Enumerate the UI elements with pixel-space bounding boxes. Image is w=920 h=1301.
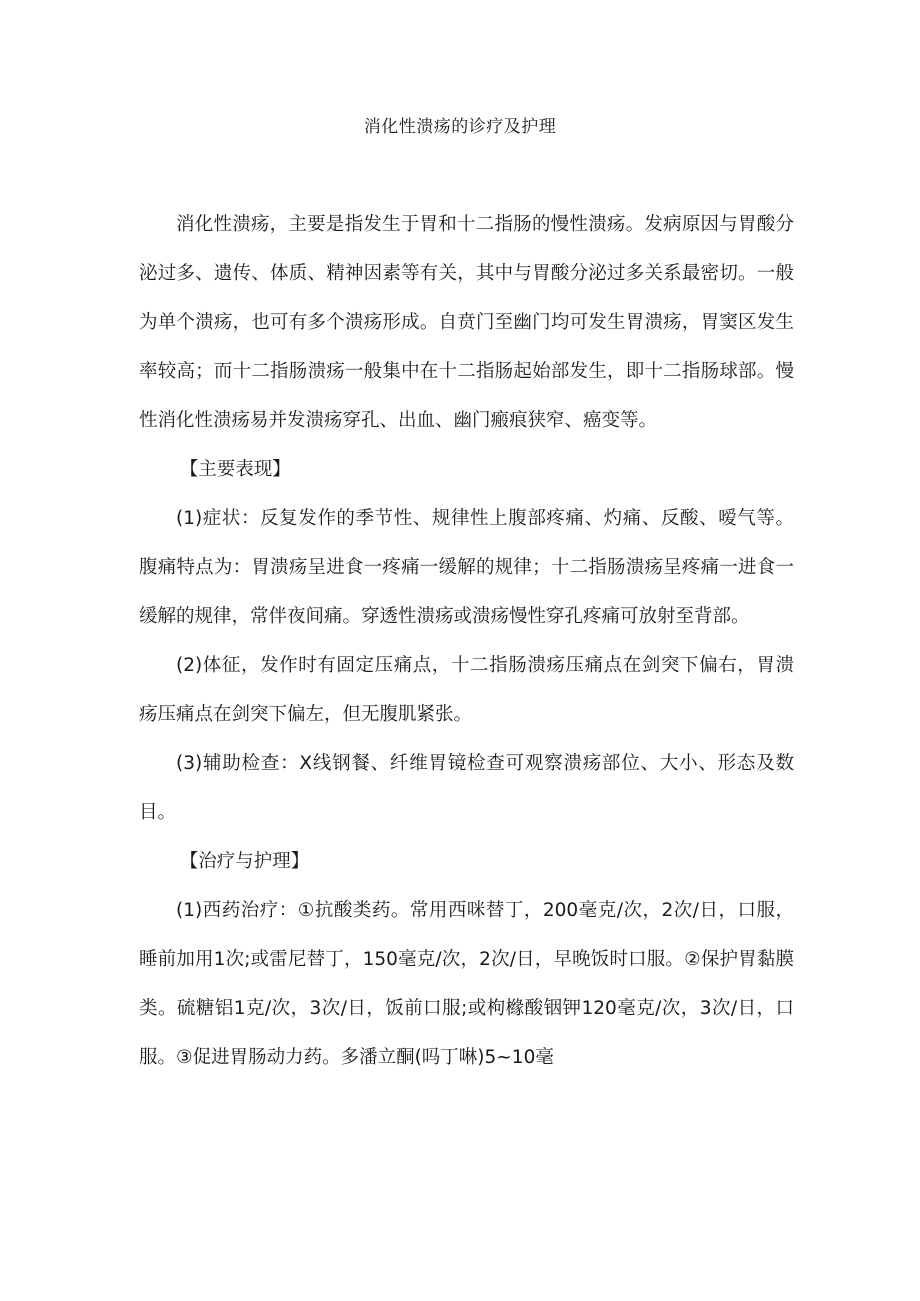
signs-paragraph: (2)体征，发作时有固定压痛点，十二指肠溃疡压痛点在剑突下偏右，胃溃疡压痛点在剑突下偏左，但无腹肌紧张。 bbox=[139, 655, 794, 725]
symptoms-paragraph: (1)症状：反复发作的季节性、规律性上腹部疼痛、灼痛、反酸、嗳气等。腹痛特点为：胃溃疡呈进食一疼痛一缓解的规律；十二指肠溃疡呈疼痛一进食一缓解的规律，常伴夜间痛。穿透性溃疡或溃疡慢性穿孔疼痛可放射至背部。 bbox=[139, 508, 794, 627]
auxiliary-exam-paragraph: (3)辅助检查：X线钢餐、纤维胃镜检查可观察溃疡部位、大小、形态及数目。 bbox=[139, 753, 794, 823]
intro-paragraph: 消化性溃疡，主要是指发生于胃和十二指肠的慢性溃疡。发病原因与胃酸分泌过多、遗传、体质、精神因素等有关，其中与胃酸分泌过多关系最密切。一般为单个溃疡，也可有多个溃疡形成。自贲门至幽门均可发生胃溃疡，胃窦区发生率较高；而十二指肠溃疡一般集中在十二指肠起始部发生，即十二指肠球部。慢性消化性溃疡易并发溃疡穿孔、出血、幽门瘢痕狭窄、癌变等。 bbox=[139, 214, 794, 431]
document-title: 消化性溃疡的诊疗及护理 bbox=[363, 117, 557, 137]
section-heading-treatment: 【治疗与护理】 bbox=[179, 851, 310, 872]
document-body bbox=[139, 200, 794, 1082]
western-medicine-paragraph: (1)西药治疗：①抗酸类药。常用西咪替丁，200毫克/次，2次/日，口服，睡前加用1次;或雷尼替丁，150毫克/次，2次/日，早晚饭时口服。②保护胃黏膜类。硫糖铝1克/次，3次/日，饭前口服;或枸橼酸铟钾120毫克/次，3次/日，口服。③促进胃肠动力药。多潘立酮(吗丁啉)5~10毫 bbox=[139, 900, 794, 1068]
section-heading-manifestations: 【主要表现】 bbox=[179, 459, 291, 480]
